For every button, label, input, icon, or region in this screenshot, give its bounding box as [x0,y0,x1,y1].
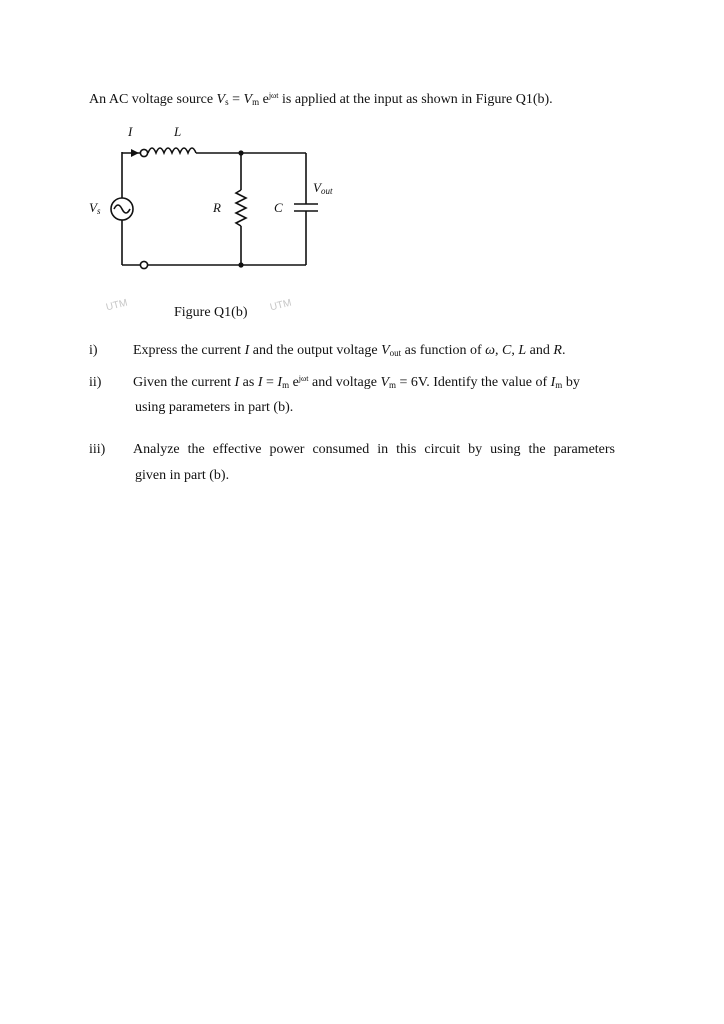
intro-e-sup: jωt [268,91,279,100]
q1-e: as function of [401,343,486,358]
q2-i-sub: m [389,380,397,390]
node-bottom [238,262,243,267]
q1-a: Express the current [133,343,245,358]
question-1-number: i) [89,343,98,358]
label-vout [313,180,332,196]
label-source-sub: s [96,206,101,216]
q2-c: as [239,375,258,390]
watermark-right: UTM [268,297,293,314]
label-source [89,200,100,216]
q2-b: I [234,375,240,390]
intro-vm: V [243,92,253,107]
q2-f-sub: m [282,380,290,390]
q2-g-sup: jωt [298,374,309,383]
q2-i: V [380,375,389,390]
question-1-text [133,343,565,359]
question-3-number: iii) [89,442,106,457]
inductor [148,148,196,153]
q1-h: C [502,343,512,358]
question-2-line-2: using parameters in part (b). [135,400,294,415]
q1-c: and the output voltage [249,343,382,358]
bottom-terminal [140,261,147,268]
question-2-line-1 [133,375,580,391]
node-top [238,150,243,155]
q2-k-sub: m [555,380,563,390]
question-2-number: ii) [89,375,102,390]
q1-j: L [518,343,527,358]
intro-eq: = [228,92,244,107]
q1-m: . [561,343,566,358]
q2-e: = [262,375,278,390]
q1-d-sub: out [389,348,402,358]
intro-vm-sub: m [252,97,260,107]
q1-b: I [244,343,250,358]
watermark-left: UTM [104,297,129,314]
top-terminal [140,149,147,156]
q2-a: Given the current [133,375,235,390]
intro-part2: is applied at the input as shown in Figure Q1(b). [278,92,553,107]
label-vout-sub: out [320,186,333,196]
q2-f: I [277,375,283,390]
q1-l: R [553,343,562,358]
q1-k: and [526,343,554,358]
label-source-v: V [89,200,97,215]
q2-h: and voltage [308,375,381,390]
label-inductor: L [174,124,182,139]
current-arrow [131,149,139,157]
q2-j: = 6V. Identify the value of [396,375,551,390]
intro-vs-sub: s [225,97,229,107]
label-capacitor: C [274,200,283,215]
q2-d: I [257,375,263,390]
label-vout-v: V [313,180,321,195]
q2-g: e [289,375,299,390]
q2-k: I [550,375,556,390]
q1-d: V [381,343,390,358]
label-current: I [128,124,133,139]
q1-f: ω [485,343,496,358]
q1-i: , [511,343,519,358]
circuit-diagram [0,0,724,330]
resistor [236,190,246,226]
figure-caption: Figure Q1(b) [174,305,248,320]
q2-l: by [562,375,580,390]
intro-part1: An AC voltage source [89,92,217,107]
label-resistor: R [213,200,221,215]
q1-g: , [495,343,503,358]
question-3-line-1: Analyze the effective power consumed in this circuit by using the parameters [133,442,615,457]
intro-e: e [259,92,269,107]
intro-vs: V [216,92,226,107]
question-3-line-2: given in part (b). [135,468,230,483]
